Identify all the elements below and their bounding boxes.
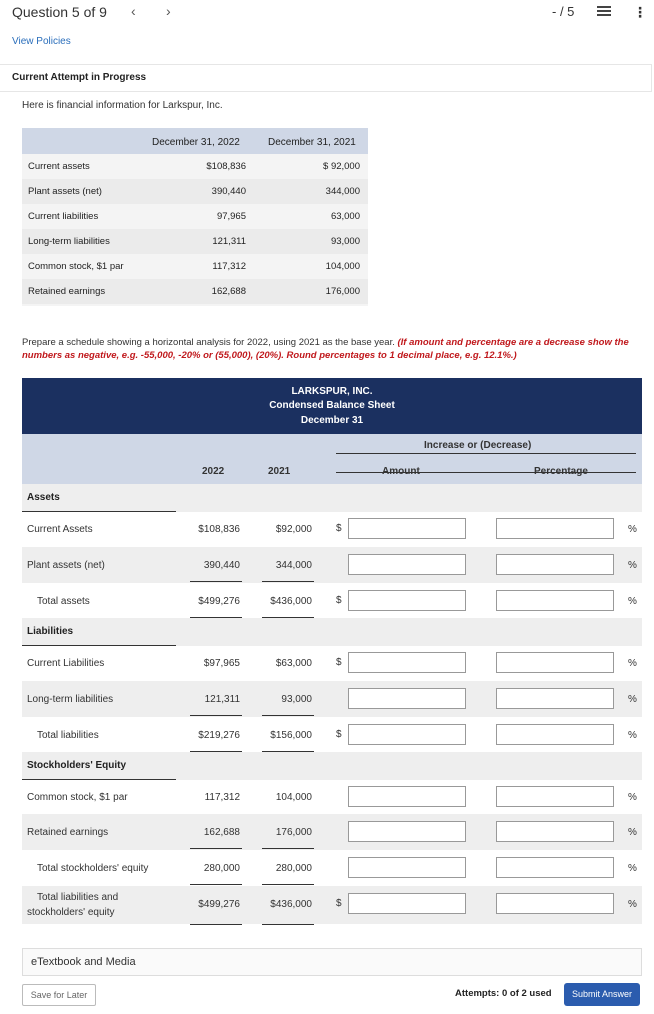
question-list-icon[interactable] bbox=[597, 6, 611, 18]
next-question-icon[interactable]: › bbox=[166, 3, 171, 19]
submit-answer-button[interactable]: Submit Answer bbox=[564, 983, 640, 1006]
percent-sign: % bbox=[628, 899, 637, 910]
table-row bbox=[22, 179, 368, 204]
value-2022: 390,440 bbox=[211, 186, 246, 197]
double-total-line bbox=[190, 924, 242, 925]
column-header-row bbox=[22, 434, 642, 484]
percent-sign: % bbox=[628, 863, 637, 874]
increase-decrease-header: Increase or (Decrease) bbox=[424, 440, 532, 451]
subtotal-line bbox=[190, 884, 242, 885]
currency-sign: $ bbox=[336, 523, 342, 534]
amount-input[interactable] bbox=[348, 724, 466, 745]
value-2021: 93,000 bbox=[281, 694, 312, 705]
subtotal-line bbox=[190, 715, 242, 716]
table-row bbox=[22, 779, 642, 815]
amount-input[interactable] bbox=[348, 893, 466, 914]
value-2021: 63,000 bbox=[330, 211, 360, 222]
value-2022: 390,440 bbox=[203, 560, 240, 571]
section-label: Stockholders' Equity bbox=[27, 760, 127, 771]
value-2022: 280,000 bbox=[203, 863, 240, 874]
statement-title: Condensed Balance Sheet bbox=[269, 400, 395, 411]
table-row bbox=[22, 154, 368, 179]
section-label: Assets bbox=[27, 492, 60, 503]
top-bar bbox=[0, 0, 654, 26]
subtotal-line bbox=[262, 884, 314, 885]
value-2021: $63,000 bbox=[275, 658, 312, 669]
percentage-input[interactable] bbox=[496, 893, 614, 914]
financial-table-header bbox=[22, 128, 368, 154]
section-equity bbox=[22, 752, 642, 780]
subtotal-line bbox=[190, 848, 242, 849]
row-label: Plant assets (net) bbox=[28, 186, 102, 197]
value-2022: $499,276 bbox=[198, 596, 240, 607]
instructions bbox=[22, 336, 634, 362]
currency-sign: $ bbox=[336, 729, 342, 740]
question-counter: Question 5 of 9 bbox=[12, 4, 107, 20]
table-row bbox=[22, 204, 368, 229]
row-label: Current Assets bbox=[27, 524, 93, 535]
value-2022: $219,276 bbox=[198, 730, 240, 741]
table-row bbox=[22, 229, 368, 254]
value-2021: 344,000 bbox=[325, 186, 360, 197]
section-assets bbox=[22, 484, 642, 512]
table-row bbox=[22, 254, 368, 279]
currency-sign: $ bbox=[336, 898, 342, 909]
value-2021: 104,000 bbox=[325, 261, 360, 272]
table-row bbox=[22, 511, 642, 547]
col-header-2022: December 31, 2022 bbox=[152, 137, 240, 148]
percent-sign: % bbox=[628, 730, 637, 741]
percent-sign: % bbox=[628, 694, 637, 705]
value-2022: 97,965 bbox=[216, 211, 246, 222]
subtotal-line bbox=[262, 848, 314, 849]
group-header-rule bbox=[336, 453, 636, 454]
amount-input[interactable] bbox=[348, 688, 466, 709]
table-row bbox=[22, 717, 642, 753]
col-2022: 2022 bbox=[202, 466, 225, 477]
value-2021: $ 92,000 bbox=[323, 161, 360, 172]
percentage-input[interactable] bbox=[496, 518, 614, 539]
percent-sign: % bbox=[628, 792, 637, 803]
percent-sign: % bbox=[628, 560, 637, 571]
row-label: Current assets bbox=[28, 161, 90, 172]
intro-text: Here is financial information for Larkspur, Inc. bbox=[22, 100, 223, 111]
row-label: Common stock, $1 par bbox=[27, 792, 128, 803]
prev-question-icon[interactable]: ‹ bbox=[131, 3, 136, 19]
percentage-input[interactable] bbox=[496, 786, 614, 807]
table-row bbox=[22, 583, 642, 619]
subtotal-line bbox=[262, 581, 314, 582]
statement-header bbox=[22, 378, 642, 434]
value-2021: 344,000 bbox=[275, 560, 312, 571]
subtotal-line bbox=[262, 715, 314, 716]
double-total-line bbox=[262, 924, 314, 925]
value-2022: 121,311 bbox=[204, 694, 240, 705]
row-label: Total assets bbox=[37, 596, 90, 607]
instructions-main: Prepare a schedule showing a horizontal analysis for 2022, using 2021 as the base year. bbox=[22, 337, 395, 348]
value-2021: $436,000 bbox=[270, 596, 312, 607]
table-row bbox=[22, 645, 642, 681]
value-2021: $92,000 bbox=[275, 524, 312, 535]
value-2021: 176,000 bbox=[325, 286, 360, 297]
col-header-2021: December 31, 2021 bbox=[268, 137, 356, 148]
percentage-input[interactable] bbox=[496, 590, 614, 611]
section-liabilities bbox=[22, 618, 642, 646]
value-2022: $97,965 bbox=[203, 658, 240, 669]
section-label: Liabilities bbox=[27, 626, 74, 637]
company-name: LARKSPUR, INC. bbox=[291, 386, 373, 397]
table-row bbox=[22, 850, 642, 886]
amount-input[interactable] bbox=[348, 518, 466, 539]
percent-sign: % bbox=[628, 658, 637, 669]
percentage-input[interactable] bbox=[496, 857, 614, 878]
value-2022: 117,312 bbox=[212, 261, 246, 272]
amount-input[interactable] bbox=[348, 786, 466, 807]
save-for-later-button[interactable]: Save for Later bbox=[22, 984, 96, 1006]
row-label-line1: Total liabilities and bbox=[37, 892, 119, 903]
table-row bbox=[22, 814, 642, 850]
header-underline bbox=[336, 472, 636, 473]
value-2021: 93,000 bbox=[330, 236, 360, 247]
instructions-note: (If amount and percentage are a decrease show the numbers as negative, e.g. -55,000, -20% or (55,000), (20%). Round percentages to 1 decimal place, e.g. 12.1%.) bbox=[22, 337, 629, 361]
more-options-icon[interactable]: ⋮ bbox=[633, 4, 647, 20]
value-2022: $108,836 bbox=[198, 524, 240, 535]
amount-input[interactable] bbox=[348, 821, 466, 842]
row-label: Long-term liabilities bbox=[28, 236, 110, 247]
table-row bbox=[22, 279, 368, 304]
financial-info-table bbox=[22, 128, 368, 306]
value-2021: $156,000 bbox=[270, 730, 312, 741]
row-label: Total stockholders' equity bbox=[37, 863, 149, 874]
currency-sign: $ bbox=[336, 595, 342, 606]
currency-sign: $ bbox=[336, 657, 342, 668]
value-2022: 162,688 bbox=[203, 827, 240, 838]
subtotal-line bbox=[190, 581, 242, 582]
statement-date: December 31 bbox=[300, 415, 364, 426]
value-2022: 117,312 bbox=[204, 792, 240, 803]
row-label: Current liabilities bbox=[28, 211, 99, 222]
percentage-input[interactable] bbox=[496, 821, 614, 842]
value-2021: 280,000 bbox=[275, 863, 312, 874]
value-2021: $436,000 bbox=[270, 899, 312, 910]
value-2022: $499,276 bbox=[198, 899, 240, 910]
percentage-input[interactable] bbox=[496, 652, 614, 673]
row-label: Plant assets (net) bbox=[27, 560, 105, 571]
col-2021: 2021 bbox=[268, 466, 291, 477]
view-policies-link[interactable]: View Policies bbox=[12, 36, 71, 47]
row-label: Current Liabilities bbox=[27, 658, 105, 669]
amount-input[interactable] bbox=[348, 590, 466, 611]
row-label: Common stock, $1 par bbox=[28, 261, 124, 272]
row-label: Long-term liabilities bbox=[27, 694, 114, 705]
percent-sign: % bbox=[628, 596, 637, 607]
value-2021: 176,000 bbox=[275, 827, 312, 838]
amount-input[interactable] bbox=[348, 857, 466, 878]
value-2022: 162,688 bbox=[211, 286, 246, 297]
etextbook-media-panel[interactable] bbox=[22, 948, 642, 976]
row-label: Retained earnings bbox=[28, 286, 106, 297]
value-2021: 104,000 bbox=[275, 792, 312, 803]
percent-sign: % bbox=[628, 827, 637, 838]
row-label: Total liabilities bbox=[37, 730, 99, 741]
attempt-status: Current Attempt in Progress bbox=[12, 72, 147, 83]
attempts-counter: Attempts: 0 of 2 used bbox=[455, 988, 552, 999]
score-display: - / 5 bbox=[552, 4, 575, 19]
amount-input[interactable] bbox=[348, 652, 466, 673]
etextbook-label: eTextbook and Media bbox=[31, 956, 136, 968]
amount-input[interactable] bbox=[348, 554, 466, 575]
table-row bbox=[22, 886, 642, 924]
percentage-input[interactable] bbox=[496, 554, 614, 575]
table-row bbox=[22, 547, 642, 583]
table-row bbox=[22, 681, 642, 717]
value-2022: $108,836 bbox=[206, 161, 246, 172]
percent-sign: % bbox=[628, 524, 637, 535]
percentage-input[interactable] bbox=[496, 688, 614, 709]
row-label-line2: stockholders' equity bbox=[27, 907, 115, 918]
value-2022: 121,311 bbox=[212, 236, 246, 247]
row-label: Retained earnings bbox=[27, 827, 109, 838]
percentage-input[interactable] bbox=[496, 724, 614, 745]
